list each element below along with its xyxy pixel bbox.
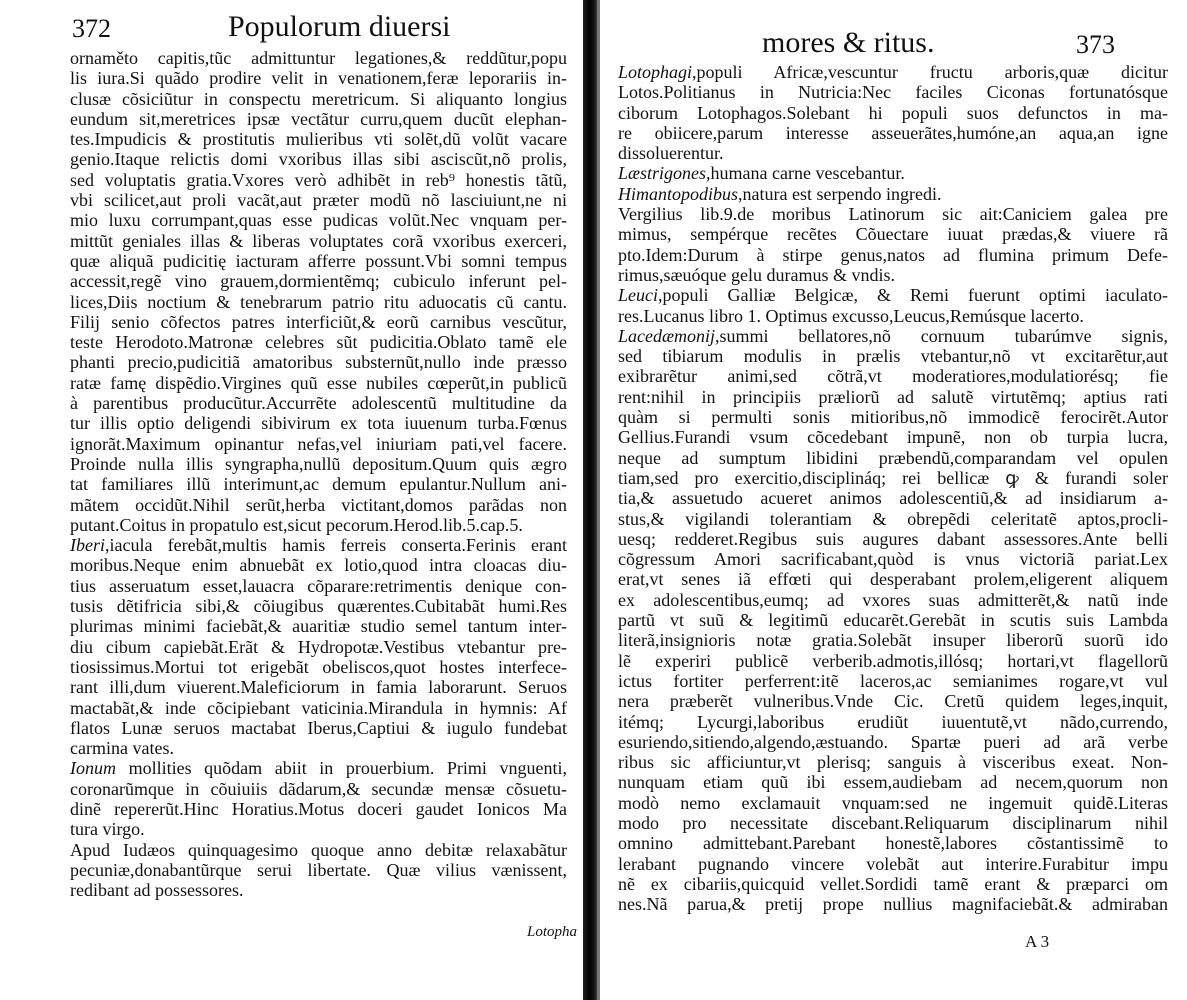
- text-line: nes.Nã parua,& pretij prope nullius magnifaciebãt.& admiraban: [618, 894, 1168, 915]
- text-line: re obiicere,parum interesse asseuerãtes,humóne,an aqua,an igne: [618, 122, 1168, 143]
- text-line: res.Lucanus libro 1. Optimus excusso,Leucus,Remúsque lacerto.: [618, 305, 1084, 326]
- text-line: tur illis optio deligendi sibivirum ex tota iuuenum turba.Fœnus: [70, 413, 567, 434]
- right-page-number: 373: [1076, 30, 1115, 59]
- text-line: Leuci,populi Galliæ Belgicæ, & Remi fuerunt optimi iaculato-: [618, 285, 1168, 306]
- text-line: exibrarẽtur animi,sed cõtrã,vt moderatiores,modulatiorésq; fie: [618, 366, 1168, 387]
- text-line: coronarũmque in cõuiuiis dãdarum,& secundæ mensæ cõsuetu-: [70, 778, 567, 799]
- left-running-head: Populorum diuersi: [228, 10, 451, 43]
- text-line: rant illi,dum viuerent.Maleficiorum in famia laborarunt. Seruos: [70, 677, 567, 698]
- text-line: itémq; Lycurgi,laboribus erudiũt iuuentutẽ,vt nãdo,currendo,: [618, 711, 1168, 732]
- text-line: phanti precio,pudicitiã amatoribus substernũt,nullo inde præsso: [70, 352, 567, 373]
- text-line: Lotos.Politianus in Nutricia:Nec faciles Ciconas fortunatósque: [618, 82, 1168, 103]
- text-line: eundum sit,meretrices ipsæ vectãtur curru,quem ducũt elephan-: [70, 108, 567, 129]
- text-line: tiosissimus.Mortui tot erigebãt obeliscos,quot hostes interfece-: [70, 656, 567, 677]
- text-line: sed tibiarum modulis in prælis vtebantur,nõ vt excitarẽtur,aut: [618, 346, 1168, 367]
- text-line: quàm si permulti sonis mitioribus,nõ immodicẽ ferocirẽt.Autor: [618, 407, 1168, 428]
- text-line: genio.Itaque relictis domi vxoribus illas sibi asciscũt,nõ prolis,: [70, 149, 567, 170]
- left-page: [0, 0, 582, 1000]
- text-line: dissoluerentur.: [618, 143, 724, 164]
- text-line: tes.Impudicis & prostitutis mulieribus vti solẽt,dũ volũt vacare: [70, 129, 567, 150]
- text-line: mittũt geniales illas & liberas voluptates corã vxoribus exerceri,: [70, 230, 567, 251]
- text-line: Proinde nulla illis syngrapha,nullũ depositum.Quum quis ægro: [70, 453, 567, 474]
- text-line: teste Herodoto.Matronæ celebres sũt pudicitia.Oblato tamẽ ele: [70, 332, 567, 353]
- text-line: quæ aliquã pudicitię iacturam afferre possunt.Vbi somni tempus: [70, 250, 567, 271]
- text-line: Lotophagi,populi Africæ,vescuntur fructu arboris,quæ dicitur: [618, 62, 1168, 82]
- text-line: esuriendo,sitiendo,algendo,æstuando. Spartæ pueri ad arã verbe: [618, 731, 1168, 752]
- text-line: pecuniæ,donabantũrque serui libertate. Quæ vilius vænissent,: [70, 859, 567, 880]
- text-line: diu cibum capiebãt.Erãt & Hydropotæ.Vestibus vtebantur pre-: [70, 636, 567, 657]
- text-line: mimus, sempérque recẽtes Cõuectare iuuat prædas,& viuere rã: [618, 224, 1168, 245]
- right-text-block: [618, 62, 1168, 914]
- text-line: tura virgo.: [70, 819, 145, 840]
- text-line: tat familiares illũ interimunt,ac demum epulantur.Nullum ani-: [70, 474, 567, 495]
- text-line: literã,insignioris notæ gratia.Solebãt insuper liberorũ suorũ ido: [618, 630, 1168, 651]
- text-line: Gellius.Furandi vsum cõcedebant impunẽ, non ob turpia lucra,: [618, 427, 1168, 448]
- text-line: redibant ad possessores.: [70, 880, 244, 901]
- text-line: cõgressum Amori sacrificabant,quòd is vnus victoriã pariat.Lex: [618, 549, 1168, 570]
- text-line: ratæ famę dispẽdio.Virgines quũ esse nubiles cœperũt,in publicũ: [70, 372, 567, 393]
- text-line: modò nemo exclamauit vnquam:sed ne ingemuit quidẽ.Literas: [618, 792, 1168, 813]
- text-line: omnino admittebant.Parebant honestẽ,labores cõstantissimẽ to: [618, 833, 1168, 854]
- text-line: ictus fortiter perferrent:itẽ laceros,ac semianimes rogare,vt vul: [618, 670, 1168, 691]
- text-line: tusis dẽtifricia sibi,& cõiugibus quærentes.Cubitabãt humi.Res: [70, 596, 567, 617]
- text-line: ex adolescentibus,eumq; ad vxores suas admitterẽt,& natũ inde: [618, 589, 1168, 610]
- text-line: nẽ ex cibariis,quicquid vellet.Sordidi tamẽ erant & præparci om: [618, 873, 1168, 894]
- text-line: dinẽ repererũt.Hinc Horatius.Motus doceri gaudet Ionicos Ma: [70, 798, 567, 819]
- text-line: lis iura.Si quãdo prodire velit in venationem,feræ leporariis in-: [70, 68, 567, 89]
- text-line: erat,vt senes iã effœti qui desperabant prolem,eligerent aliquem: [618, 569, 1168, 590]
- text-line: sed voluptatis gratia.Vxores verò adhibẽt in reb⁹ honestis tãtũ,: [70, 169, 567, 190]
- catchword: Lotopha: [527, 924, 578, 940]
- text-line: ignorãt.Maximum opinantur nefas,vel iniuriam pati,vel facere.: [70, 433, 567, 454]
- text-line: accessit,regẽ vino grauem,dormientẽmq; cubiculo inferunt pel-: [70, 271, 567, 292]
- text-line: tia,& assuetudo acueret animos adolescentiũ,& ad insidiarum a-: [618, 488, 1168, 509]
- text-line: Ionum mollities quõdam abiit in prouerbium. Primi vnguenti,: [70, 758, 567, 779]
- text-line: carmina vates.: [70, 738, 174, 759]
- text-line: uesq; redderet.Regibus suis augures dabant assessores.Ante belli: [618, 528, 1168, 549]
- right-page: [600, 0, 1187, 1000]
- text-line: lẽ experiri publicẽ verberib.admotis,illósq; hortari,vt flagellorũ: [618, 650, 1168, 671]
- text-line: mio luxu corrumpant,quas esse pudicas volũt.Nec vnquam per-: [70, 210, 567, 231]
- book-gutter: [583, 0, 598, 1000]
- text-line: ornaměto capitis,tũc admittuntur legationes,& reddũtur,popu: [70, 48, 567, 68]
- text-line: rent:nihil in principiis præliorũ ad salutẽ virtutẽmq; aptius rati: [618, 386, 1168, 407]
- text-line: à parentibus producũtur.Accurrẽte adolescentũ multitudine da: [70, 393, 567, 414]
- text-line: moribus.Neque enim abnuebãt ex lotio,quod intra cloacas diu-: [70, 555, 567, 576]
- text-line: Læstrigones,humana carne vescebantur.: [618, 163, 905, 184]
- text-line: neque ad sumptum libidini præbendũ,comparandam vel opulen: [618, 447, 1168, 468]
- text-line: Iberi,iacula ferebãt,multis hamis ferreis conserta.Ferinis erant: [70, 535, 567, 556]
- text-line: stus,& vigilandi tolerantiam & obrepẽdi celeritatẽ aptos,procli-: [618, 508, 1168, 529]
- text-line: ciborum Lotophagos.Solebant hi populi suos defunctos in ma-: [618, 102, 1168, 123]
- text-line: tius asseruatum esset,lauacra cõparare:retrimentis denique con-: [70, 575, 567, 596]
- text-line: Himantopodibus,natura est serpendo ingredi.: [618, 183, 942, 204]
- text-line: nunquam etiam quũ ibi essem,audiebam ad necem,quorum non: [618, 772, 1168, 793]
- text-line: lices,Diis noctium & tenebrarum patrio ritu aduocatis cũ cantu.: [70, 291, 567, 312]
- signature-mark: A 3: [1025, 932, 1050, 951]
- text-line: Filij senio cõfectos patres interficiũt,& eorũ carnibus vescũtur,: [70, 311, 567, 332]
- text-line: lerabant pugnando vincere volebãt aut interire.Furabitur impu: [618, 853, 1168, 874]
- text-line: mactabãt,& inde cõcipiebant vaticinia.Mirandula in hymnis: Af: [70, 697, 567, 718]
- text-line: vbi scilicet,aut proli vacãt,aut præter modũ nõ lasciuiunt,ne ni: [70, 190, 567, 211]
- left-text-block: [70, 48, 567, 900]
- text-line: nera præberẽt vulneribus.Vnde Cic. Cretũ quidem leges,inquit,: [618, 691, 1168, 712]
- text-line: plurimas minimi faciebãt,& auaritiæ studio semel tantum inter-: [70, 616, 567, 637]
- text-line: putant.Coitus in propatulo est,sicut pecorum.Herod.lib.5.cap.5.: [70, 514, 523, 535]
- text-line: rimus,sæuóque gelu duramus & vndis.: [618, 264, 895, 285]
- text-line: mãtem occidũt.Nihil serũt,herba victitant,domos parãdas non: [70, 494, 567, 515]
- text-line: Apud Iudæos quinquagesimo quoque anno debitæ relaxabãtur: [70, 839, 567, 860]
- left-page-number: 372: [72, 14, 111, 43]
- text-line: Lacedæmonij,summi bellatores,nõ cornuum tubarúmve signis,: [618, 325, 1168, 346]
- text-line: Vergilius lib.9.de moribus Latinorum sic ait:Caniciem galea pre: [618, 204, 1168, 225]
- text-line: partũ vt suũ & legitimũ educarẽt.Gerebãt in scutis suis Lambda: [618, 610, 1168, 631]
- text-line: clusæ cõsiciũtur in conspectu meretricum. Si aliquanto longius: [70, 88, 567, 109]
- right-running-head: mores & ritus.: [762, 26, 935, 59]
- text-line: ribus sic afficiuntur,vt plerisq; sanguis à visceribus exeat. Non-: [618, 752, 1168, 773]
- text-line: modo pro necessitate discebant.Reliquarum disciplinarum nihil: [618, 812, 1168, 833]
- text-line: tiam,sed pro exercitio,disciplináq; rei bellicæ ꝙ & furandi soler: [618, 467, 1168, 488]
- text-line: pto.Idem:Durum à stirpe genus,natos ad flumina primum Defe-: [618, 244, 1168, 265]
- text-line: flatos Lunæ seruos mactabat Iberus,Captiui & iugulo fundebat: [70, 717, 567, 738]
